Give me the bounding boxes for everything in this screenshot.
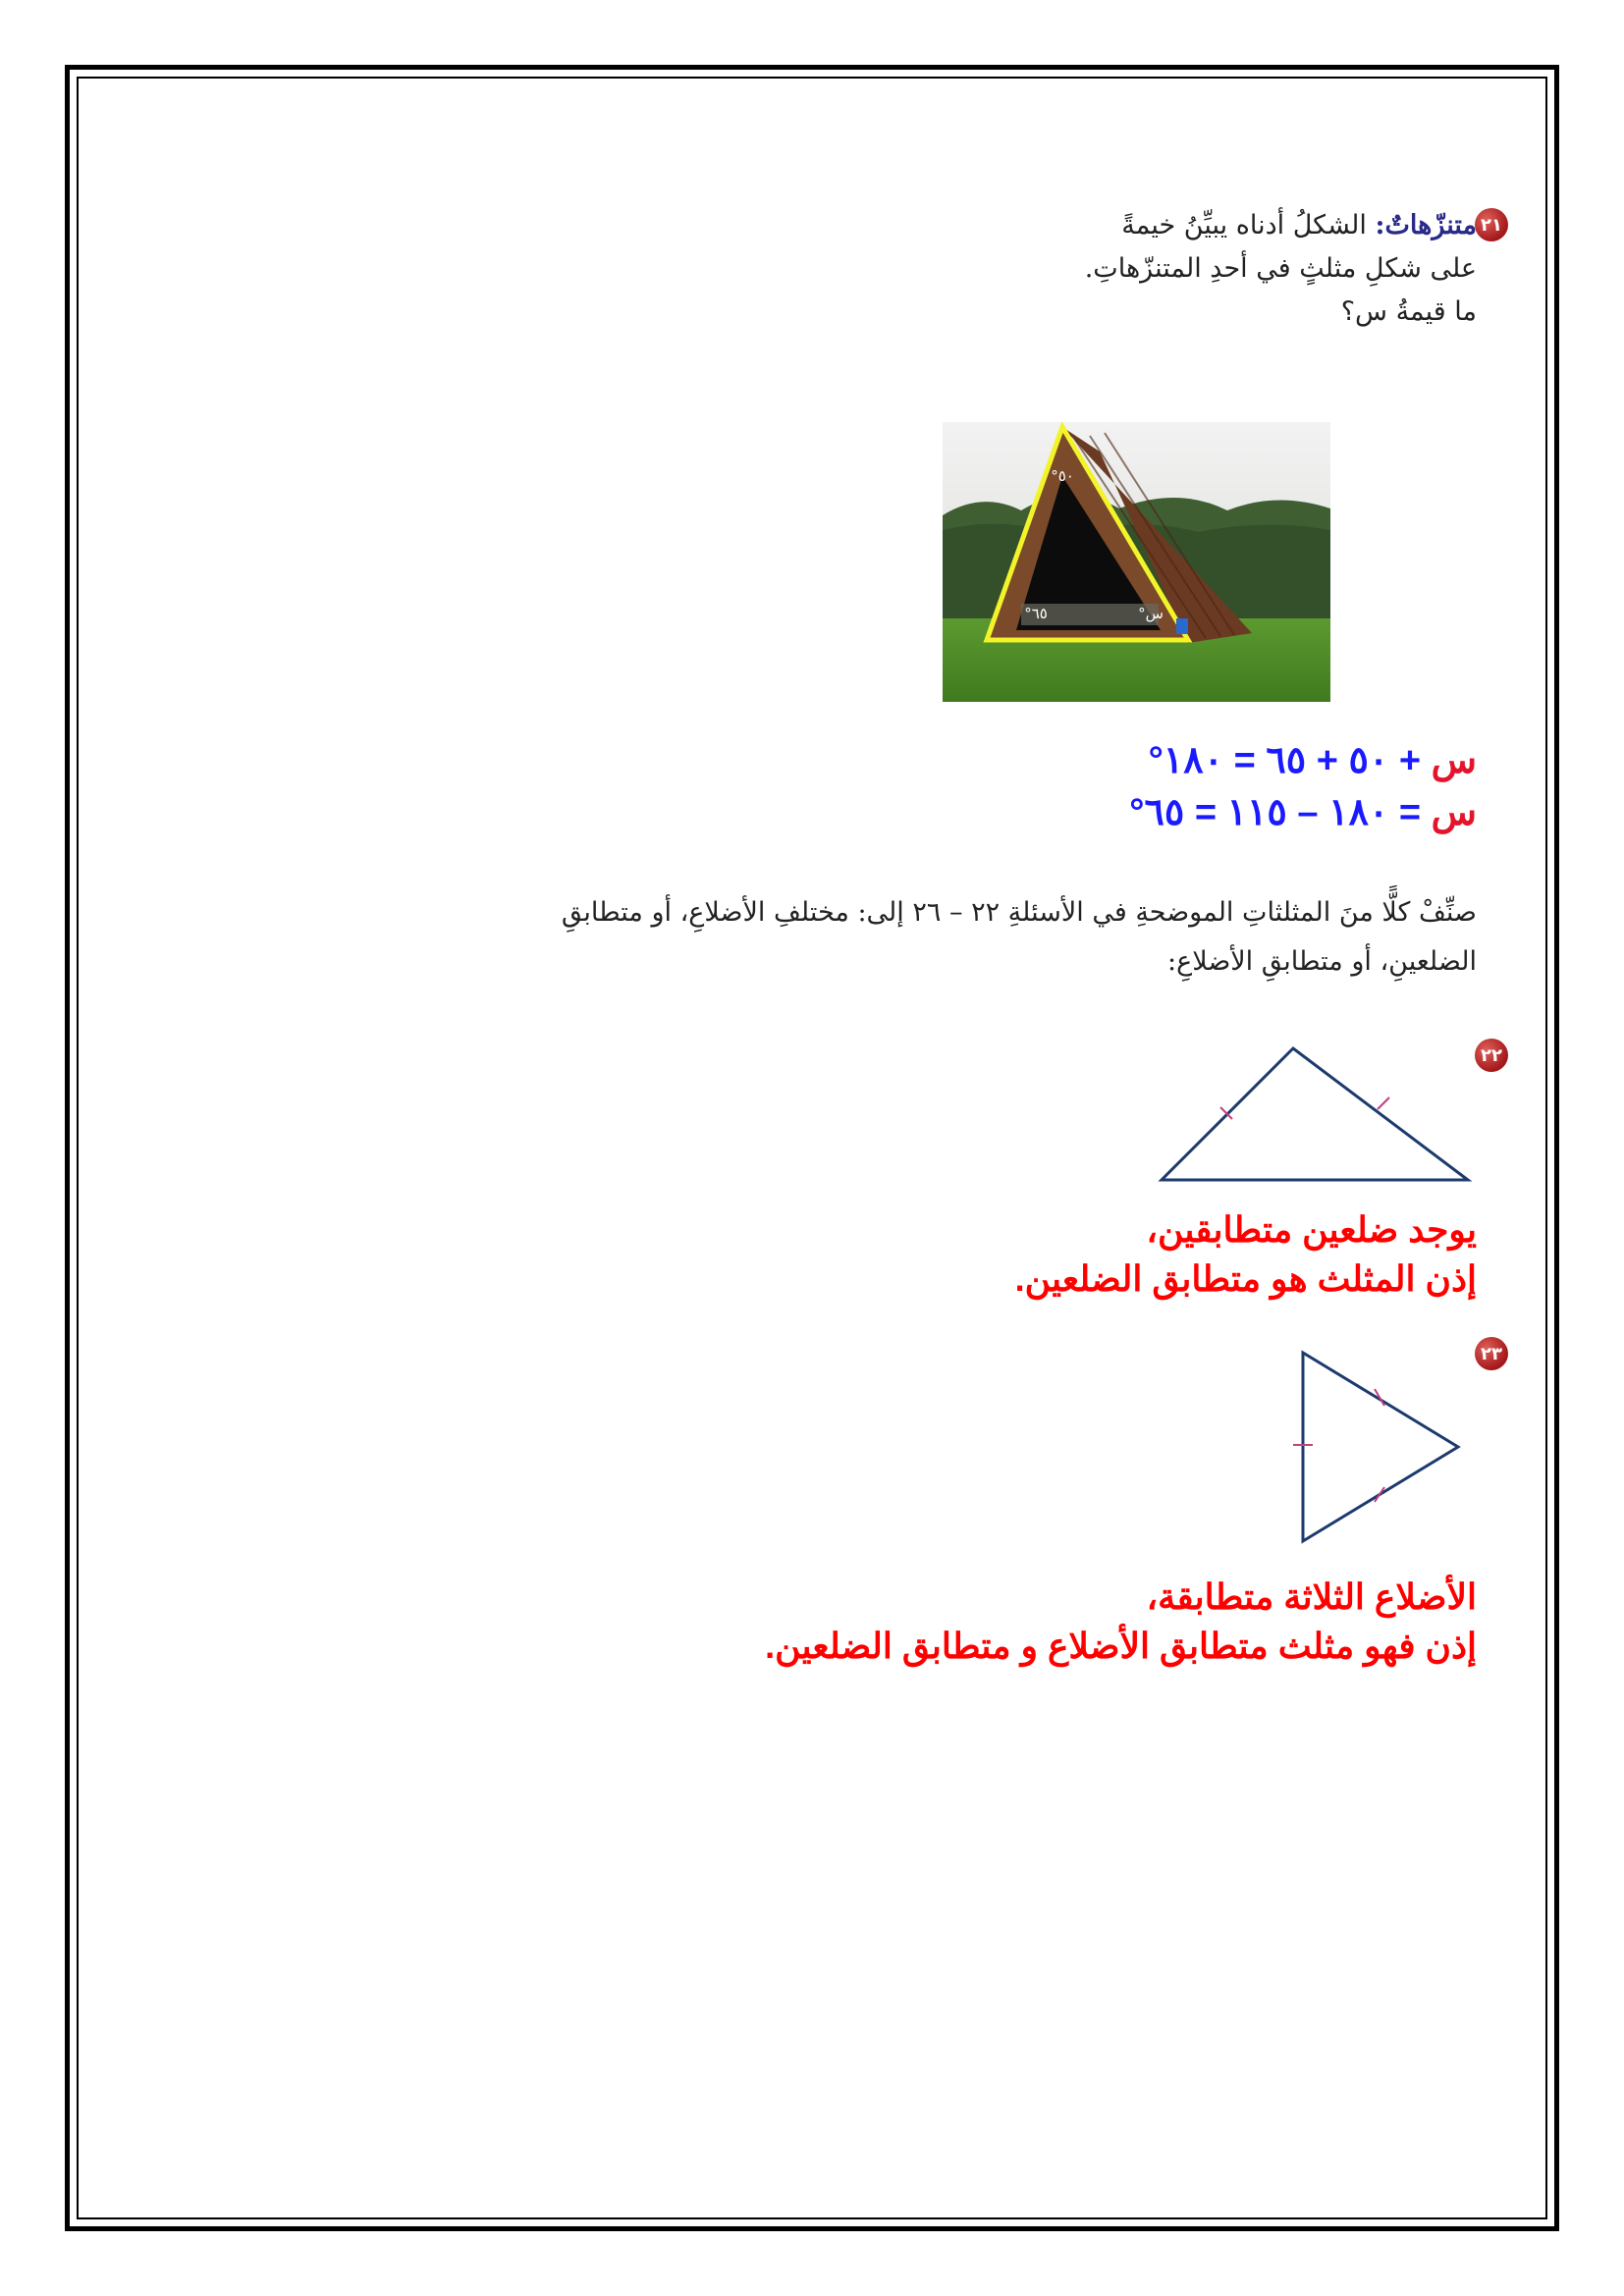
tick-mark-lower-side: [1375, 1487, 1384, 1502]
equilateral-triangle: [1272, 1345, 1468, 1551]
question-22-answer-line1: يوجد ضلعين متطابقين،: [1146, 1209, 1477, 1250]
question-21-line3: ما قيمةُ س؟: [1340, 296, 1477, 327]
question-23-answer-line2: إذن فهو مثلث متطابق الأضلاع و متطابق الضلعين.: [765, 1626, 1477, 1666]
question-23-answer-line1: الأضلاع الثلاثة متطابقة،: [1146, 1576, 1477, 1617]
question-21-line1: الشكلُ أدناه يبيِّنُ خيمةً: [1121, 210, 1367, 240]
angle-left-label: ٦٥°: [1024, 605, 1048, 622]
question-22-answer: [1015, 1205, 1477, 1304]
classification-instructions: [122, 888, 1477, 987]
question-23-number: ٢٣: [1481, 1343, 1502, 1364]
tent-photo: [943, 422, 1330, 702]
question-21-number: ٢١: [1481, 214, 1502, 236]
question-21-title: متنزّهاتٌ:: [1375, 210, 1477, 240]
instructions-line1: صنِّفْ كلًّا منَ المثلثاتِ الموضحةِ في الأسئلةِ ٢٢ – ٢٦ إلى: مختلفِ الأضلاعِ، أو متطابقِ: [561, 897, 1477, 928]
equation-2-text: = ١٨٠ – ١١٥ = ٦٥°: [1129, 792, 1422, 833]
triangle-22-shape: [1162, 1048, 1468, 1180]
equation-2-variable: س: [1431, 792, 1477, 833]
instructions-line2: الضلعينِ، أو متطابقِ الأضلاعِ:: [1167, 946, 1477, 977]
question-21-badge: [1475, 208, 1508, 241]
question-21-line2: على شكلِ مثلثٍ في أحدِ المتنزّهاتِ.: [1084, 253, 1477, 284]
equation-2: [1129, 790, 1477, 834]
angle-right-label: س°: [1138, 605, 1164, 622]
tent-corner-marker: [1176, 618, 1188, 634]
equation-1-text: + ٥٠ + ٦٥ = ١٨٠°: [1148, 740, 1422, 781]
isosceles-triangle: [1154, 1041, 1478, 1188]
equation-1: [1149, 738, 1477, 782]
equation-1-variable: س: [1431, 740, 1477, 781]
angle-top-label: ٥٠°: [1051, 467, 1074, 485]
question-22-badge: [1475, 1039, 1508, 1072]
question-22-number: ٢٢: [1481, 1044, 1502, 1066]
question-23-answer: [765, 1573, 1477, 1671]
question-22-answer-line2: إذن المثلث هو متطابق الضلعين.: [1014, 1258, 1477, 1299]
tick-mark-right: [1378, 1097, 1389, 1109]
question-21-text: [927, 204, 1477, 334]
question-23-badge: [1475, 1337, 1508, 1370]
triangle-23-shape: [1303, 1353, 1458, 1541]
